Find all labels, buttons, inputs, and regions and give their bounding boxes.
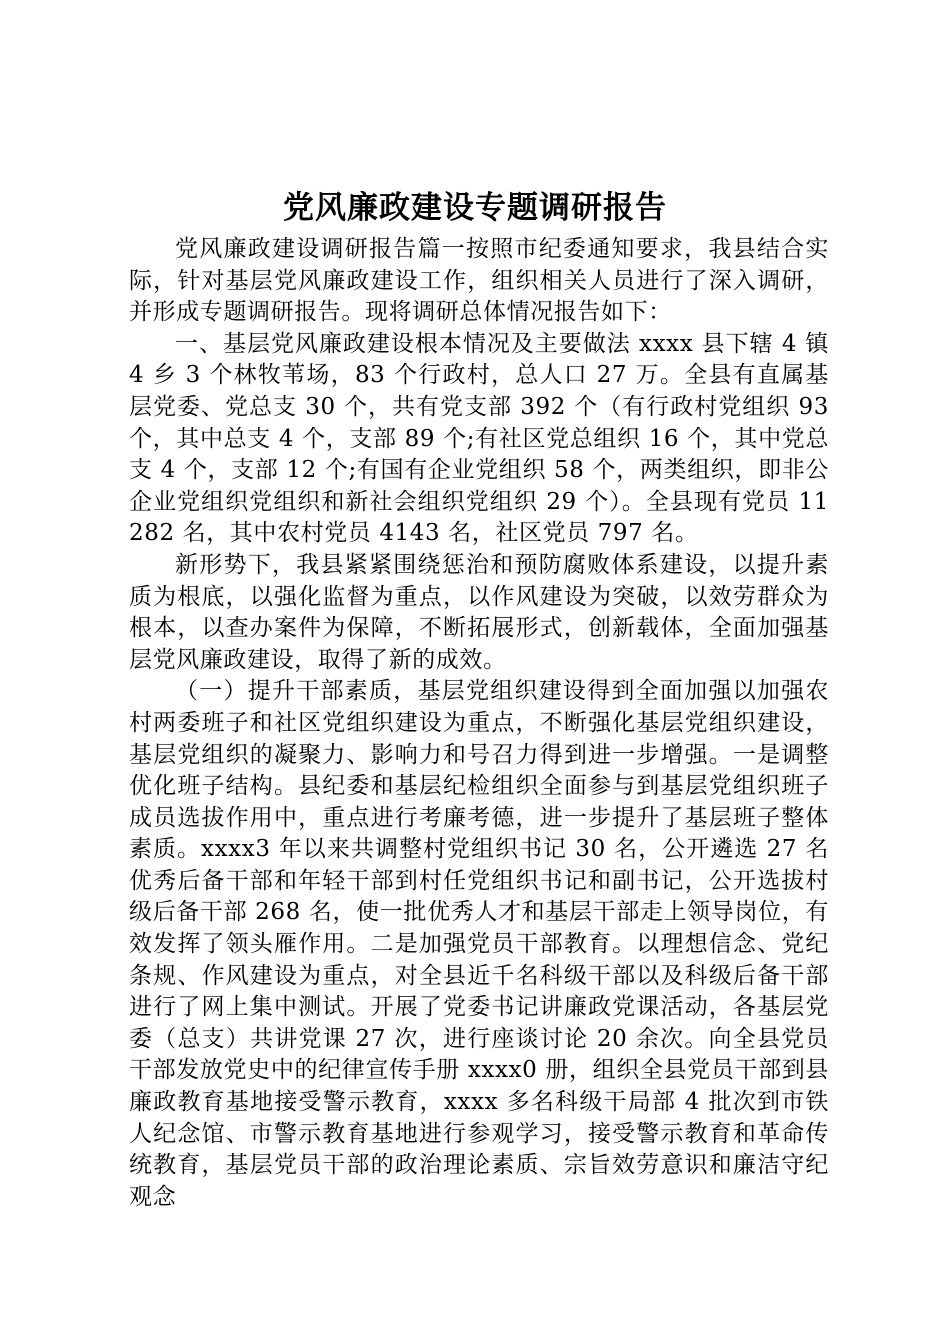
paragraph-basic-situation: 一、基层党风廉政建设根本情况及主要做法 xxxx 县下辖 4 镇 4 乡 3 个林牧苇场，83 个行政村，总人口 27 万。全县有直属基层党委、党总支 30 个，共有党支部 392 个（有行政村党组织 93 个，其中总支 4 个，支部 89 个;有社区党总组织 16 个，其中党总支 4 个，支部 12 个;有国有企业党组织 58 个，两类组织，即非公企业党组织党组织和新社会组织党组织 29 个）。全县现有党员 11282 名，其中农村党员 4143 名，社区党员 797 名。 [129,330,829,547]
paragraph-cadre-quality: （一）提升干部素质，基层党组织建设得到全面加强以加强农村两委班子和社区党组织建设为重点，不断强化基层党组织建设，基层党组织的凝聚力、影响力和号召力得到进一步增强。一是调整优化班子结构。县纪委和基层纪检组织全面参与到基层党组织班子成员选拔作用中，重点进行考廉考德，进一步提升了基层班子整体素质。xxxx3 年以来共调整村党组织书记 30 名，公开遴选 27 名优秀后备干部和年轻干部到村任党组织书记和副书记，公开选拔村级后备干部 268 名，使一批优秀人才和基层干部走上领导岗位，有效发挥了领头雁作用。二是加强党员干部教育。以理想信念、党纪条规、作风建设为重点，对全县近千名科级干部以及科级后备干部进行了网上集中测试。开展了党委书记讲廉政党课活动，各基层党委（总支）共讲党课 27 次，进行座谈讨论 20 余次。向全县党员干部发放党史中的纪律宣传手册 xxxx0 册，组织全县党员干部到县廉政教育基地接受警示教育，xxxx 多名科级干局部 4 批次到市铁人纪念馆、市警示教育基地进行参观学习，接受警示教育和革命传统教育，基层党员干部的政治理论素质、宗旨效劳意识和廉洁守纪观念 [129,678,829,1210]
document-body [129,234,829,1213]
paragraph-new-situation: 新形势下，我县紧紧围绕惩治和预防腐败体系建设，以提升素质为根底，以强化监督为重点，以作风建设为突破，以效劳群众为根本，以查办案件为保障，不断拓展形式，创新载体，全面加强基层党风廉政建设，取得了新的成效。 [129,551,829,673]
paragraph-intro: 党风廉政建设调研报告篇一按照市纪委通知要求，我县结合实际，针对基层党风廉政建设工作，组织相关人员进行了深入调研，并形成专题调研报告。现将调研总体情况报告如下： [129,236,829,326]
document-title: 党风廉政建设专题调研报告 [283,190,667,226]
